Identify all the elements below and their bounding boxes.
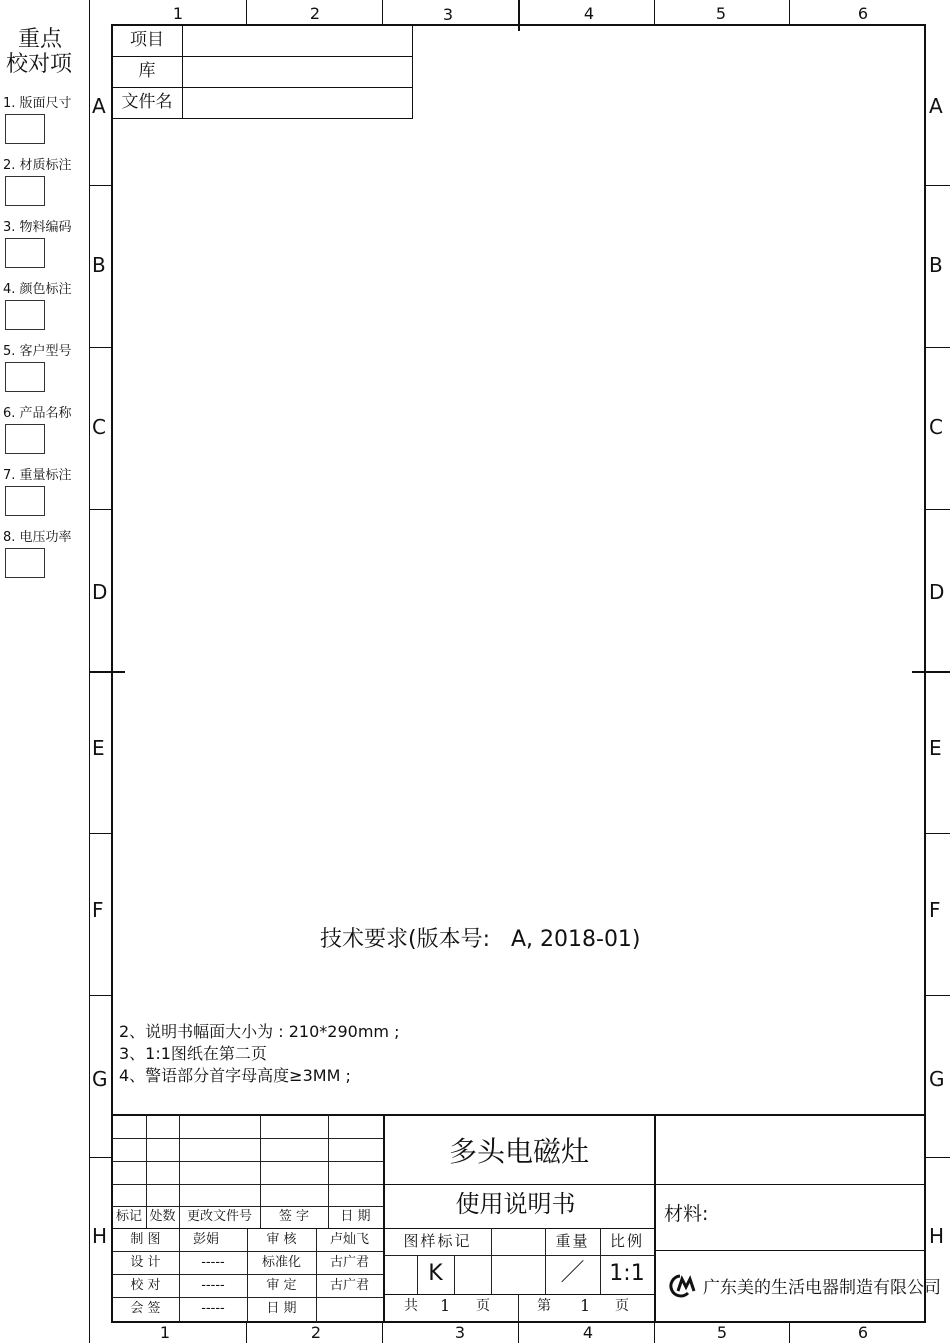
top-center-mark xyxy=(518,0,520,31)
checklist-checkbox[interactable] xyxy=(5,176,45,206)
rev-header-date: 日 期 xyxy=(340,1209,371,1224)
checklist-title-line2: 校对项 xyxy=(6,52,73,77)
column-label: 6 xyxy=(857,1323,869,1342)
requirement-item: 3、1:1图纸在第二页 xyxy=(119,1044,267,1063)
requirements-heading: 技术要求(版本号: A, 2018-01) xyxy=(320,927,641,952)
sign-grid-line xyxy=(112,1251,383,1252)
row-label: D xyxy=(92,580,108,604)
sign-grid-line xyxy=(112,1274,383,1275)
checklist-item-label: 4. 颜色标注 xyxy=(3,282,72,297)
left-row-divider xyxy=(89,833,111,834)
approval-label: 审 定 xyxy=(266,1278,297,1293)
column-label: 2 xyxy=(310,1323,322,1342)
company-logo xyxy=(666,1272,702,1298)
page-number-prefix: 第 xyxy=(537,1298,551,1314)
row-label: H xyxy=(929,1224,945,1248)
scale-value: 1:1 xyxy=(609,1261,645,1286)
rev-grid-line xyxy=(112,1228,383,1229)
row-label: F xyxy=(92,898,104,922)
bottom-col-divider xyxy=(246,1322,247,1343)
approval-name: 古广君 xyxy=(329,1278,369,1293)
right-center-mark xyxy=(912,671,950,673)
row-label: D xyxy=(929,580,945,604)
document-type: 使用说明书 xyxy=(455,1190,576,1218)
approval-name: 卢灿飞 xyxy=(329,1232,369,1247)
checklist-checkbox[interactable] xyxy=(5,548,45,578)
row-label: A xyxy=(92,94,106,118)
left-row-divider xyxy=(89,995,111,996)
approval-label: 标准化 xyxy=(261,1255,301,1270)
rev-header-docno: 更改文件号 xyxy=(186,1209,252,1224)
bottom-col-divider xyxy=(654,1322,655,1343)
mark-grid-line xyxy=(384,1294,655,1295)
right-row-divider xyxy=(925,1157,950,1158)
rev-header-mark: 标记 xyxy=(115,1209,142,1224)
checklist-checkbox[interactable] xyxy=(5,486,45,516)
role-label: 设 计 xyxy=(130,1255,161,1270)
column-label: 5 xyxy=(716,1323,728,1342)
rev-grid-line xyxy=(112,1206,383,1207)
rev-header-sign: 签 字 xyxy=(278,1209,310,1224)
mark-grid-line xyxy=(454,1255,455,1294)
row-label: E xyxy=(929,736,942,760)
mark-grid-line xyxy=(384,1255,655,1256)
approval-name: 古广君 xyxy=(329,1255,369,1270)
table-line xyxy=(182,25,183,118)
checklist-item-label: 8. 电压功率 xyxy=(3,530,72,545)
checklist-title-line1: 重点 xyxy=(18,27,63,52)
inner-right-border xyxy=(924,25,926,1322)
row-label: B xyxy=(929,253,943,277)
row-label: B xyxy=(92,253,106,277)
column-label: 3 xyxy=(442,5,454,24)
column-label: 4 xyxy=(583,4,595,23)
right-row-divider xyxy=(925,995,950,996)
checklist-item-label: 7. 重量标注 xyxy=(3,468,72,483)
total-pages-prefix: 共 xyxy=(404,1298,418,1314)
rev-grid-line xyxy=(112,1184,383,1185)
left-row-divider xyxy=(89,1157,111,1158)
role-label: 校 对 xyxy=(130,1278,161,1293)
table-line xyxy=(112,118,413,119)
company-line xyxy=(655,1250,925,1251)
column-label: 4 xyxy=(582,1323,594,1342)
page-number-suffix: 页 xyxy=(615,1298,629,1314)
checklist-item-label: 3. 物料编码 xyxy=(3,220,72,235)
title-line xyxy=(384,1184,925,1185)
library-label: 库 xyxy=(138,61,156,81)
checklist-checkbox[interactable] xyxy=(5,300,45,330)
right-row-divider xyxy=(925,347,950,348)
left-row-divider xyxy=(89,509,111,510)
table-line xyxy=(112,87,413,88)
mark-value: K xyxy=(428,1261,443,1286)
row-label: F xyxy=(929,898,941,922)
weight-label: 重量 xyxy=(555,1232,590,1250)
filename-label: 文件名 xyxy=(121,92,173,112)
total-pages-suffix: 页 xyxy=(476,1298,490,1314)
mark-label: 图样标记 xyxy=(403,1232,472,1250)
top-col-divider xyxy=(246,0,247,24)
checklist-checkbox[interactable] xyxy=(5,362,45,392)
column-label: 6 xyxy=(857,4,869,23)
left-row-divider xyxy=(89,347,111,348)
mark-grid-line xyxy=(491,1228,492,1294)
table-line xyxy=(112,56,413,57)
bottom-col-divider xyxy=(789,1322,790,1343)
right-row-divider xyxy=(925,185,950,186)
checklist-checkbox[interactable] xyxy=(5,114,45,144)
requirement-item: 4、警语部分首字母高度≥3MM ; xyxy=(119,1066,351,1085)
company-name: 广东美的生活电器制造有限公司 xyxy=(703,1278,941,1298)
table-line xyxy=(412,25,413,118)
requirement-item: 2、说明书幅面大小为 : 210*290mm ; xyxy=(119,1022,400,1041)
left-row-divider xyxy=(89,185,111,186)
checklist-item-label: 5. 客户型号 xyxy=(3,344,72,359)
row-label: C xyxy=(929,415,943,439)
role-name: 彭娟 xyxy=(192,1232,219,1247)
weight-value: ／ xyxy=(560,1258,585,1286)
top-col-divider xyxy=(789,0,790,24)
title-block-line xyxy=(654,1114,656,1322)
top-col-divider xyxy=(382,0,383,24)
row-label: E xyxy=(92,736,105,760)
rev-grid-line xyxy=(112,1161,383,1162)
left-center-mark xyxy=(89,671,125,673)
scale-label: 比例 xyxy=(609,1232,644,1250)
column-label: 2 xyxy=(309,4,321,23)
checklist-item-label: 1. 版面尺寸 xyxy=(3,96,72,111)
right-row-divider xyxy=(925,509,950,510)
checklist-checkbox[interactable] xyxy=(5,238,45,268)
column-label: 1 xyxy=(159,1323,171,1342)
title-block-top xyxy=(111,1114,926,1116)
column-label: 3 xyxy=(454,1323,466,1342)
role-name: ----- xyxy=(201,1278,225,1293)
role-label: 制 图 xyxy=(130,1232,161,1247)
inner-left-border xyxy=(111,25,113,1322)
approval-label: 审 核 xyxy=(266,1232,297,1247)
right-row-divider xyxy=(925,833,950,834)
column-label: 1 xyxy=(172,4,184,23)
mark-grid-line xyxy=(384,1228,655,1229)
top-col-divider xyxy=(654,0,655,24)
total-pages-value: 1 xyxy=(440,1296,451,1315)
material-label: 材料: xyxy=(664,1203,709,1225)
checklist-item-label: 2. 材质标注 xyxy=(3,158,72,173)
row-label: G xyxy=(92,1067,108,1091)
role-name: ----- xyxy=(201,1301,225,1316)
row-label: A xyxy=(929,94,943,118)
page-number-value: 1 xyxy=(580,1296,591,1315)
role-label: 会 签 xyxy=(130,1301,161,1316)
column-label: 5 xyxy=(715,4,727,23)
row-label: G xyxy=(929,1067,945,1091)
role-name: ----- xyxy=(201,1255,225,1270)
mark-grid-line xyxy=(518,1294,519,1322)
rev-grid-line xyxy=(112,1138,383,1139)
project-label: 项目 xyxy=(130,30,164,50)
row-label: H xyxy=(92,1224,108,1248)
approval-label: 日 期 xyxy=(266,1301,297,1316)
bottom-col-divider xyxy=(518,1322,519,1343)
checklist-item-label: 6. 产品名称 xyxy=(3,406,72,421)
product-name: 多头电磁灶 xyxy=(448,1135,589,1168)
checklist-checkbox[interactable] xyxy=(5,424,45,454)
bottom-col-divider xyxy=(382,1322,383,1343)
row-label: C xyxy=(92,415,106,439)
sign-grid-line xyxy=(112,1297,383,1298)
midea-logo-icon xyxy=(666,1272,702,1298)
rev-header-count: 处数 xyxy=(149,1209,176,1224)
